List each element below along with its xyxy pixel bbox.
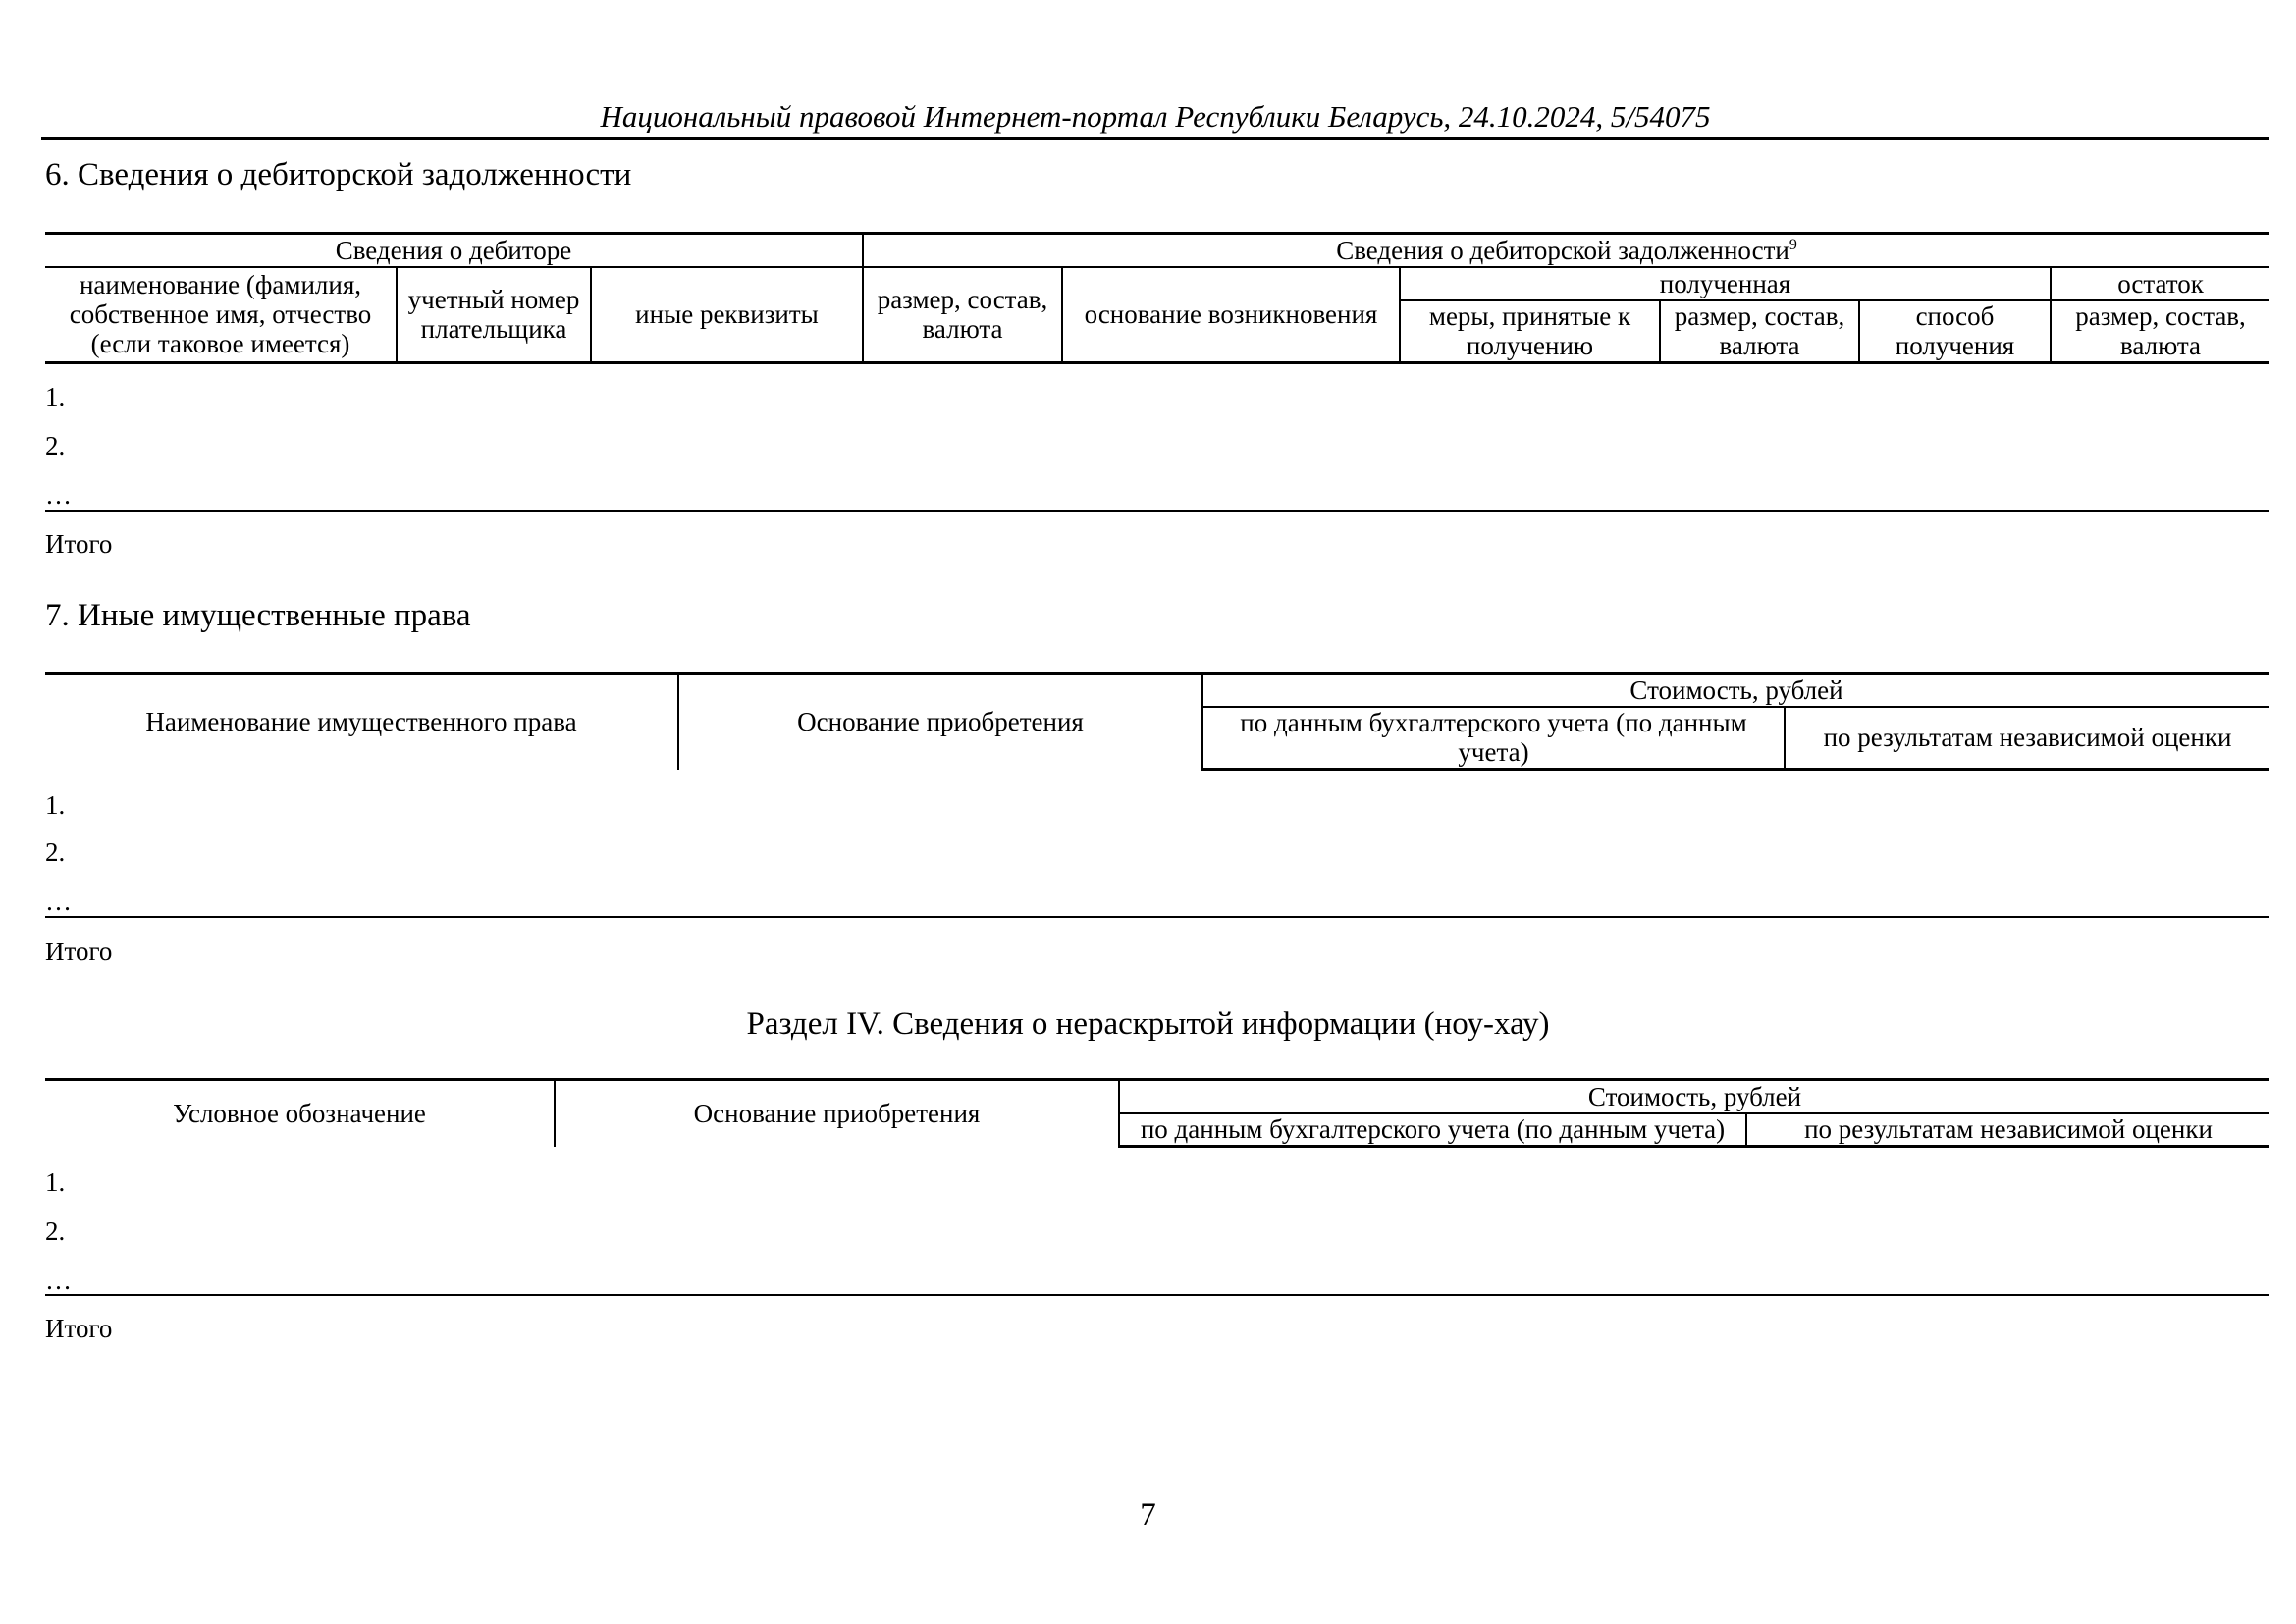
- property-rights-table: [45, 672, 2269, 771]
- know-how-total: Итого: [45, 1314, 113, 1343]
- property-rights-total: Итого: [45, 937, 113, 966]
- footnote-marker: 9: [1789, 236, 1797, 253]
- received-subheader: полученная: [1400, 267, 2051, 300]
- col-other-details: иные реквизиты: [591, 267, 863, 363]
- section-7-title: 7. Иные имущественные права: [45, 598, 471, 633]
- col-independent-valuation: по результатам независимой оценки: [1746, 1113, 2269, 1147]
- col-book-value: по данным бухгалтерского учета (по данным учета): [1119, 1113, 1746, 1147]
- col-received-size: размер, состав, валюта: [1660, 300, 1859, 363]
- debt-group-label: Сведения о дебиторской задолженности: [1336, 235, 1789, 265]
- col-debt-basis: основание возникновения: [1062, 267, 1400, 363]
- receivables-total: Итого: [45, 529, 113, 559]
- cost-group-header: Стоимость, рублей: [1119, 1080, 2269, 1113]
- debt-group-header: [863, 234, 2269, 267]
- property-rights-total-divider: [45, 916, 2269, 918]
- col-right-name: Наименование имущественного права: [45, 674, 678, 770]
- col-book-value: по данным бухгалтерского учета (по данным учета): [1202, 707, 1785, 770]
- section-iv-title: Раздел IV. Сведения о нераскрытой информации (ноу-хау): [746, 1006, 1550, 1042]
- know-how-row-2: 2.: [45, 1217, 66, 1246]
- know-how-row-ellipsis: …: [45, 1266, 72, 1295]
- receivables-row-2: 2.: [45, 431, 66, 460]
- receivables-row-ellipsis: …: [45, 480, 72, 510]
- remaining-subheader: остаток: [2051, 267, 2269, 300]
- col-designation: Условное обозначение: [45, 1080, 555, 1147]
- cost-group-header: Стоимость, рублей: [1202, 674, 2269, 707]
- receivables-total-divider: [45, 510, 2269, 512]
- know-how-row-1: 1.: [45, 1167, 66, 1197]
- col-payer-number: учетный номер плательщика: [397, 267, 591, 363]
- property-rights-row-2: 2.: [45, 838, 66, 867]
- property-rights-row-1: 1.: [45, 790, 66, 820]
- property-rights-row-ellipsis: …: [45, 887, 72, 916]
- col-independent-valuation: по результатам независимой оценки: [1785, 707, 2269, 770]
- debtor-group-header: Сведения о дебиторе: [45, 234, 863, 267]
- col-debt-size: размер, состав, валюта: [863, 267, 1062, 363]
- receivables-row-1: 1.: [45, 382, 66, 411]
- know-how-table: [45, 1078, 2269, 1148]
- col-debtor-name: наименование (фамилия, собственное имя, отчество (если таковое имеется): [45, 267, 397, 363]
- col-receipt-method: способ получения: [1859, 300, 2051, 363]
- page-number: 7: [1140, 1497, 1156, 1533]
- page-header: Национальный правовой Интернет-портал Республики Беларусь, 24.10.2024, 5/54075: [41, 96, 2269, 140]
- receivables-table: [45, 232, 2269, 364]
- col-acquisition-basis: Основание приобретения: [678, 674, 1202, 770]
- col-remaining-size: размер, состав, валюта: [2051, 300, 2269, 363]
- col-measures: меры, принятые к получению: [1400, 300, 1660, 363]
- section-6-title: 6. Сведения о дебиторской задолженности: [45, 157, 632, 192]
- know-how-total-divider: [45, 1294, 2269, 1296]
- col-acquisition-basis: Основание приобретения: [555, 1080, 1119, 1147]
